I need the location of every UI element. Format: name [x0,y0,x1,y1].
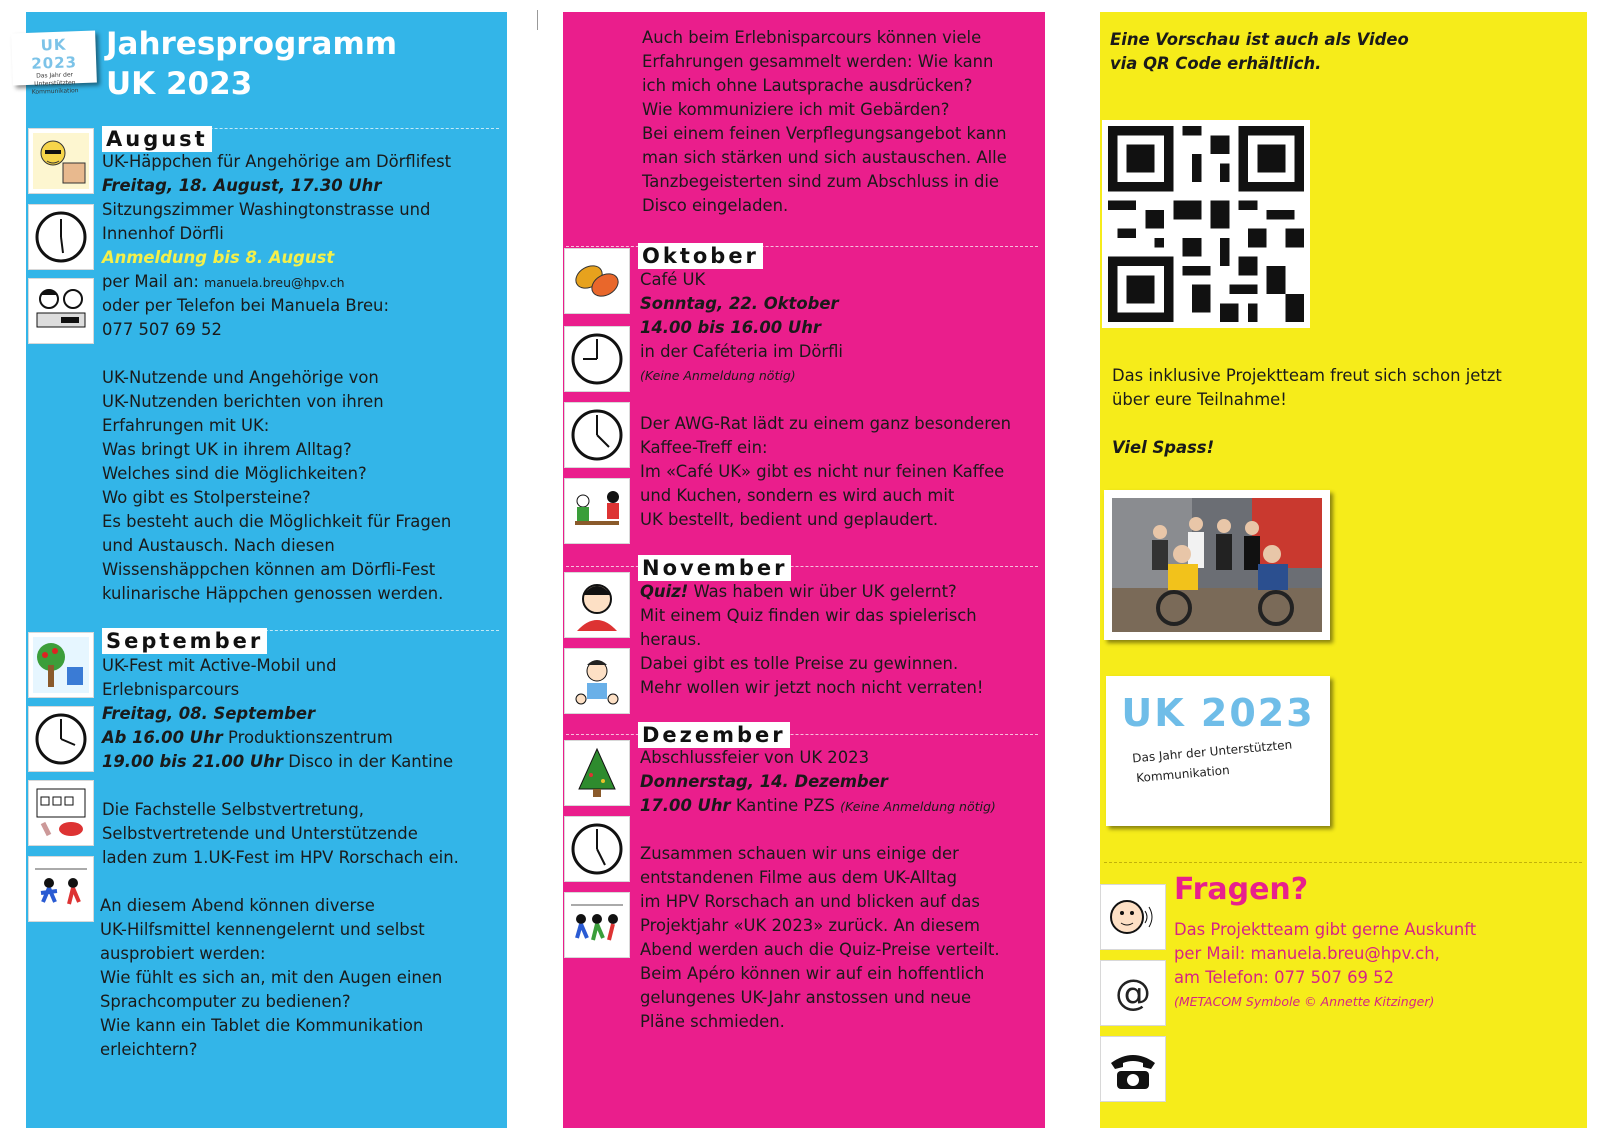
divider [566,734,1038,735]
september-body-line: Selbstvertretende und Unterstützende [102,824,418,843]
contact-phone[interactable]: am Telefon: 077 507 69 52 [1174,968,1394,987]
oktober-body-line: Im «Café UK» gibt es nicht nur feinen Kaffee [640,462,1005,481]
intro-line: Tanzbegeisterten sind zum Abschluss in die [642,172,1000,191]
november-line: Mit einem Quiz finden wir das spielerisch [640,606,977,625]
party-dance-icon [564,892,630,958]
communication-board-icon [28,780,94,846]
intro-line: Bei einem feinen Verpflegungsangebot kann [642,124,1007,143]
september-line-1: UK-Fest mit Active-Mobil und [102,656,337,675]
august-body-line: und Austausch. Nach diesen [102,536,335,555]
fold-mark [537,10,538,30]
telephone-icon [1100,1036,1166,1102]
august-body-line: Wo gibt es Stolpersteine? [102,488,311,507]
oktober-body-line: Kaffee-Treff ein: [640,438,768,457]
clock-icon [564,326,630,392]
month-september: September [102,628,267,654]
august-body-line: kulinarische Häppchen genossen werden. [102,584,444,603]
august-body-line: Welches sind die Möglichkeiten? [102,464,367,483]
november-line-1 [640,580,957,604]
person-hands-icon [564,648,630,714]
month-dezember: Dezember [638,722,790,748]
month-august: August [102,126,212,152]
divider [1104,862,1582,863]
intro-line: Erfahrungen gesammelt werden: Wie kann [642,52,994,71]
quiz-label: Quiz! [640,582,689,601]
august-body-line: Es besteht auch die Möglichkeit für Fragen [102,512,452,531]
dezember-body-line: Abend werden auch die Quiz-Preise verteilt. [640,940,1000,959]
location-text: Produktionszentrum [227,728,393,747]
qr-code[interactable] [1102,120,1310,328]
august-body-line: UK-Nutzenden berichten von ihren [102,392,384,411]
autumn-leaves-icon [564,248,630,314]
dezember-body-line: Projektjahr «UK 2023» zurück. An diesem [640,916,980,935]
clock-icon [564,402,630,468]
logo-big-sub-2: Kommunikation [1135,763,1231,786]
dezember-line-1: Abschlussfeier von UK 2023 [640,748,870,767]
at-sign-icon [1100,960,1166,1026]
august-registration: Anmeldung bis 8. August [102,248,335,267]
logo-big-sub-1: Das Jahr der Unterstützten [1131,737,1293,766]
contact-mail[interactable]: per Mail: manuela.breu@hpv.ch, [1174,944,1440,963]
team-photo [1104,490,1330,640]
august-body-line: Erfahrungen mit UK: [102,416,270,435]
september-line-2: Erlebnisparcours [102,680,240,699]
august-date: Freitag, 18. August, 17.30 Uhr [102,176,382,195]
intro-line: Disco eingeladen. [642,196,789,215]
cafe-icon [564,478,630,544]
intro-line: man sich stärken und sich austauschen. Alle [642,148,1007,167]
september-body-line: Die Fachstelle Selbstvertretung, [102,800,364,819]
team-line-2: über eure Teilnahme! [1112,390,1287,409]
oktober-note: (Keine Anmeldung nötig) [640,368,796,383]
dezember-body-line: im HPV Rorschach an und blicken auf das [640,892,980,911]
video-note-1: Eine Vorschau ist auch als Video [1110,30,1409,49]
september-time-1 [102,726,393,750]
time-text: Ab 16.00 Uhr [102,728,223,747]
people-computer-icon [28,278,94,344]
christmas-tree-icon [564,740,630,806]
september-body-line: ausprobiert werden: [100,944,266,963]
september-body-line: Wie fühlt es sich an, mit den Augen einen [100,968,443,987]
uk2023-logo-small [11,31,97,96]
page-title [106,24,397,104]
dezember-body-line: Zusammen schauen wir uns einige der [640,844,959,863]
divider [566,246,1038,247]
logo-big-text: UK 2023 [1121,691,1315,735]
location-text: Kantine PZS [735,796,835,815]
september-date: Freitag, 08. September [102,704,316,723]
intro-line: Wie kommuniziere ich mit Gebärden? [642,100,950,119]
august-location-2: Innenhof Dörfli [102,224,224,243]
speaking-face-icon [1100,884,1166,950]
september-body-line: An diesem Abend können diverse [100,896,375,915]
contact-line-1: Das Projektteam gibt gerne Auskunft [1174,920,1477,939]
september-time-2 [102,750,453,774]
august-phone[interactable]: 077 507 69 52 [102,320,222,339]
august-body-line: Was bringt UK in ihrem Alltag? [102,440,352,459]
oktober-time: 14.00 bis 16.00 Uhr [640,318,821,337]
dezember-body-line: gelungenes UK-Jahr anstossen und neue [640,988,972,1007]
november-line: Dabei gibt es tolle Preise zu gewinnen. [640,654,959,673]
team-line-1: Das inklusive Projektteam freut sich schon jetzt [1112,366,1502,385]
month-oktober: Oktober [638,243,763,269]
september-body-line: UK-Hilfsmittel kennengelernt und selbst [100,920,425,939]
september-body-line: laden zum 1.UK-Fest im HPV Rorschach ein. [102,848,459,867]
oktober-body-line: Der AWG-Rat lädt zu einem ganz besonderen [640,414,1012,433]
uk2023-logo-large [1106,676,1330,826]
mail-link[interactable]: manuela.breu@hpv.ch [204,275,345,290]
dezember-body-line: Pläne schmieden. [640,1012,785,1031]
title-line2: UK 2023 [106,66,253,102]
questions-title: Fragen? [1174,872,1309,907]
oktober-date: Sonntag, 22. Oktober [640,294,839,313]
divider [566,566,1038,567]
party-dance-icon [28,856,94,922]
intro-line: ich mich ohne Lautsprache ausdrücken? [642,76,973,95]
dezember-body-line: entstandenen Filme aus dem UK-Alltag [640,868,958,887]
oktober-body-line: UK bestellt, bedient und geplaudert. [640,510,939,529]
november-line: heraus. [640,630,702,649]
viel-spass: Viel Spass! [1112,438,1215,457]
august-body-line: UK-Nutzende und Angehörige von [102,368,379,387]
location-text: Disco in der Kantine [288,752,454,771]
sun-icon [28,128,94,194]
august-line-1: UK-Häppchen für Angehörige am Dörflifest [102,152,452,171]
quiz-question: Was haben wir über UK gelernt? [693,582,957,601]
thinking-person-icon [564,572,630,638]
september-body-line: erleichtern? [100,1040,198,1059]
time-text: 17.00 Uhr [640,796,731,815]
august-location-1: Sitzungszimmer Washingtonstrasse und [102,200,431,219]
dezember-body-line: Beim Apéro können wir auf ein hoffentlich [640,964,985,983]
oktober-body-line: und Kuchen, sondern es wird auch mit [640,486,955,505]
clock-icon [28,204,94,270]
logo-text: UK 2023 [30,35,78,73]
apple-tree-icon [28,632,94,698]
oktober-line-1: Café UK [640,270,706,289]
video-note-2: via QR Code erhältlich. [1110,54,1322,73]
month-november: November [638,555,791,581]
august-body-line: Wissenshäppchen können am Dörfli-Fest [102,560,436,579]
mail-label: per Mail an: [102,272,199,291]
logo-subtitle: Das Jahr der Unterstützten Kommunikation [31,71,79,96]
dezember-time [640,794,996,819]
dezember-date: Donnerstag, 14. Dezember [640,772,888,791]
note-text: (Keine Anmeldung nötig) [840,799,996,814]
september-body-line: Wie kann ein Tablet die Kommunikation [100,1016,424,1035]
title-line1: Jahresprogramm [106,26,398,62]
september-body-line: Sprachcomputer zu bedienen? [100,992,351,1011]
symbol-credit: (METACOM Symbole © Annette Kitzinger) [1174,994,1435,1009]
november-line: Mehr wollen wir jetzt noch nicht verraten! [640,678,984,697]
intro-line: Auch beim Erlebnisparcours können viele [642,28,982,47]
august-phone-label: oder per Telefon bei Manuela Breu: [102,296,389,315]
clock-icon [28,706,94,772]
august-mail-line [102,270,345,295]
svg-text:@: @ [1115,973,1151,1014]
clock-icon [564,816,630,882]
time-text: 19.00 bis 21.00 Uhr [102,752,283,771]
oktober-location: in der Caféteria im Dörfli [640,342,843,361]
